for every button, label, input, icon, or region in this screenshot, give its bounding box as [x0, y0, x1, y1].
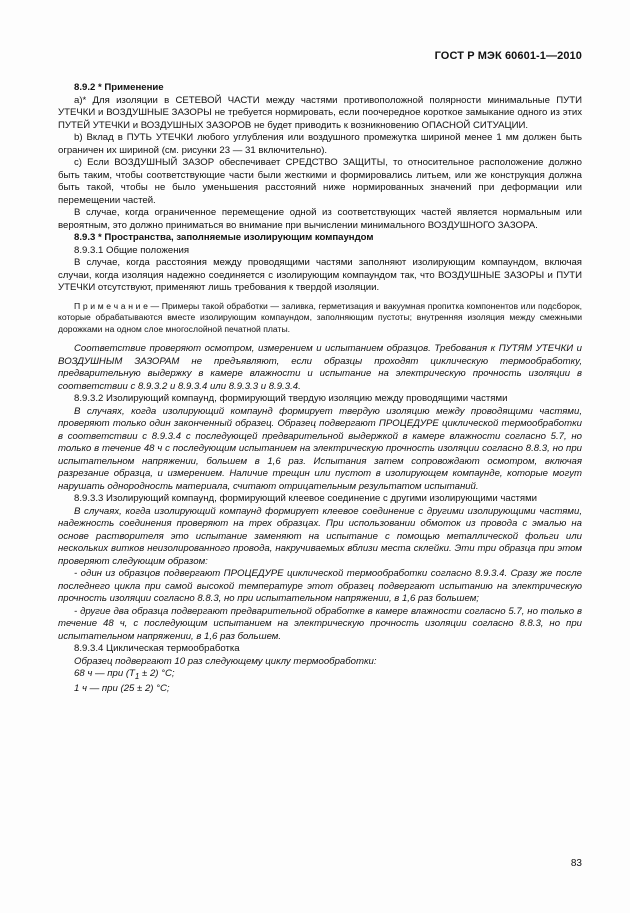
- formula-line: 1 ч — при (25 ± 2) °C;: [74, 683, 170, 695]
- paragraph: b) Вклад в ПУТЬ УТЕЧКИ любого углубления или воздушного промежутка шириной менее 1 мм должен быть ограничен их шириной (см. рисунки 23 — 31 включительно).: [58, 132, 582, 156]
- paragraph: В случае, когда ограниченное перемещение одной из соответствующих частей является нормальным или вероятным, это должно приниматься во внимание при вычислении минимального ВОЗДУШНОГО ЗАЗОРА.: [58, 207, 582, 231]
- note-text: — Примеры такой обработки — заливка, герметизация и вакуумная пропитка компонентов или подсборок, которые обрабатываются вместе изолирующим компаундом, заполняющим пустоты; внутренняя изоляция между смежными дорожками на одном слое многослойной печатной платы.: [58, 300, 582, 334]
- paragraph: В случае, когда расстояния между проводящими частями заполняют изолирующим компаундом, включая случаи, когда изоляция надежно соединяется с изолирующим компаундом так, что ВОЗДУШНЫЕ ЗАЗОРЫ и ПУТИ УТЕЧКИ отсутствуют, применяют лишь требования к твердой изоляции.: [58, 257, 582, 293]
- compliance-text: Образец подвергают 10 раз следующему циклу термообработки:: [74, 655, 377, 667]
- formula-part: ± 2) °C;: [139, 668, 175, 679]
- page-number: 83: [570, 858, 582, 869]
- paragraph: а)* Для изоляции в СЕТЕВОЙ ЧАСТИ между частями противоположной полярности минимальные ПУТИ УТЕЧКИ и ВОЗДУШНЫЕ ЗАЗОРЫ не требуется нормировать, если поочередное короткое замыкание одного из этих ПУТЕЙ УТЕЧКИ и ВОЗДУШНЫХ ЗАЗОРОВ не будет приводить к возникновению ОПАСНОЙ СИТУАЦИИ.: [58, 94, 582, 131]
- document-body: [58, 82, 582, 696]
- formula-line: [58, 668, 582, 683]
- section-heading-8-9-2: 8.9.2 * Применение: [74, 82, 164, 93]
- compliance-text: В случаях, когда изолирующий компаунд формирует клеевое соединение с другими изолирующими частями, надежность соединения проверяют на трех образцах. При использовании обмоток из провода с эмалью на основе растворителя это испытание заменяют на испытание с помощью металлической фольги или нескольких витков неизолированного провода, накручиваемых вблизи места склейки. Эти три образца при этом проверяют следующим образом:: [58, 505, 582, 567]
- compliance-text: В случаях, когда изолирующий компаунд формирует твердую изоляцию между проводящими частями, проверяют только один законченный образец. Образец подвергают ПРОЦЕДУРЕ циклической термообработки в соответствии с 8.9.3.4 с последующей предварительной выдержкой в камере влажности согласно 5.7, но только в течение 48 ч с последующим испытанием на электрическую прочность изоляции согласно 8.8.3, но при испытательном напряжении, большем в 1,6 раз. Испытания затем сопровождают осмотром, включая разрезание образца, и измерением. Наличие трещин или пустот в изолирующем компаунде, которые могут нарушать однородность материала, считают отрицательным результатом испытаний.: [58, 405, 582, 492]
- formula-subscript: 1: [134, 671, 140, 681]
- subsection-heading: 8.9.3.1 Общие положения: [74, 244, 190, 256]
- subsection-heading: 8.9.3.4 Циклическая термообработка: [74, 643, 240, 654]
- section-heading-8-9-3: 8.9.3 * Пространства, заполняемые изолирующим компаундом: [74, 232, 374, 243]
- page-header: ГОСТ Р МЭК 60601-1—2010: [434, 50, 582, 62]
- formula-part: 68 ч — при (T: [74, 668, 135, 679]
- paragraph: с) Если ВОЗДУШНЫЙ ЗАЗОР обеспечивает СРЕДСТВО ЗАЩИТЫ, то относительное расположение должно быть таким, чтобы соответствующие части были жесткими и формировались литьем, или же конструкция должна быть такой, чтобы не было уменьшения расстояний ниже нормированных значений при деформации или перемещении частей.: [58, 157, 582, 206]
- list-item: - другие два образца подвергают предварительной обработке в камере влажности согласно 5.7, но только в течение 48 ч, с последующим испытанием на электрическую прочность изоляции согласно 8.8.3, но при испытательном напряжении, в 1,6 раз большем.: [58, 605, 582, 642]
- note-label: П р и м е ч а н и е: [74, 300, 148, 311]
- subsection-heading: 8.9.3.2 Изолирующий компаунд, формирующий твердую изоляцию между проводящими частями: [74, 393, 508, 404]
- subsection-heading: 8.9.3.3 Изолирующий компаунд, формирующий клеевое соединение с другими изолирующими частями: [74, 493, 538, 504]
- list-item: - один из образцов подвергают ПРОЦЕДУРЕ циклической термообработки согласно 8.9.3.4. Сразу же после последнего цикла при самой высокой температуре этот образец подвергают испытанию на электрическую прочность изоляции согласно 8.8.3, но при испытательном напряжении, в 1,6 раз большем;: [58, 568, 582, 604]
- compliance-text: Соответствие проверяют осмотром, измерением и испытанием образцов. Требования к ПУТЯМ УТЕЧКИ и ВОЗДУШНЫМ ЗАЗОРАМ не предъявляют, если образцы проходят циклическую термообработку, предварительную выдержку в камере влажности и испытание на электрическую прочность изоляции в соответствии с 8.9.3.2 и 8.9.3.4 или 8.9.3.3 и 8.9.3.4.: [58, 343, 582, 392]
- note: [58, 301, 582, 336]
